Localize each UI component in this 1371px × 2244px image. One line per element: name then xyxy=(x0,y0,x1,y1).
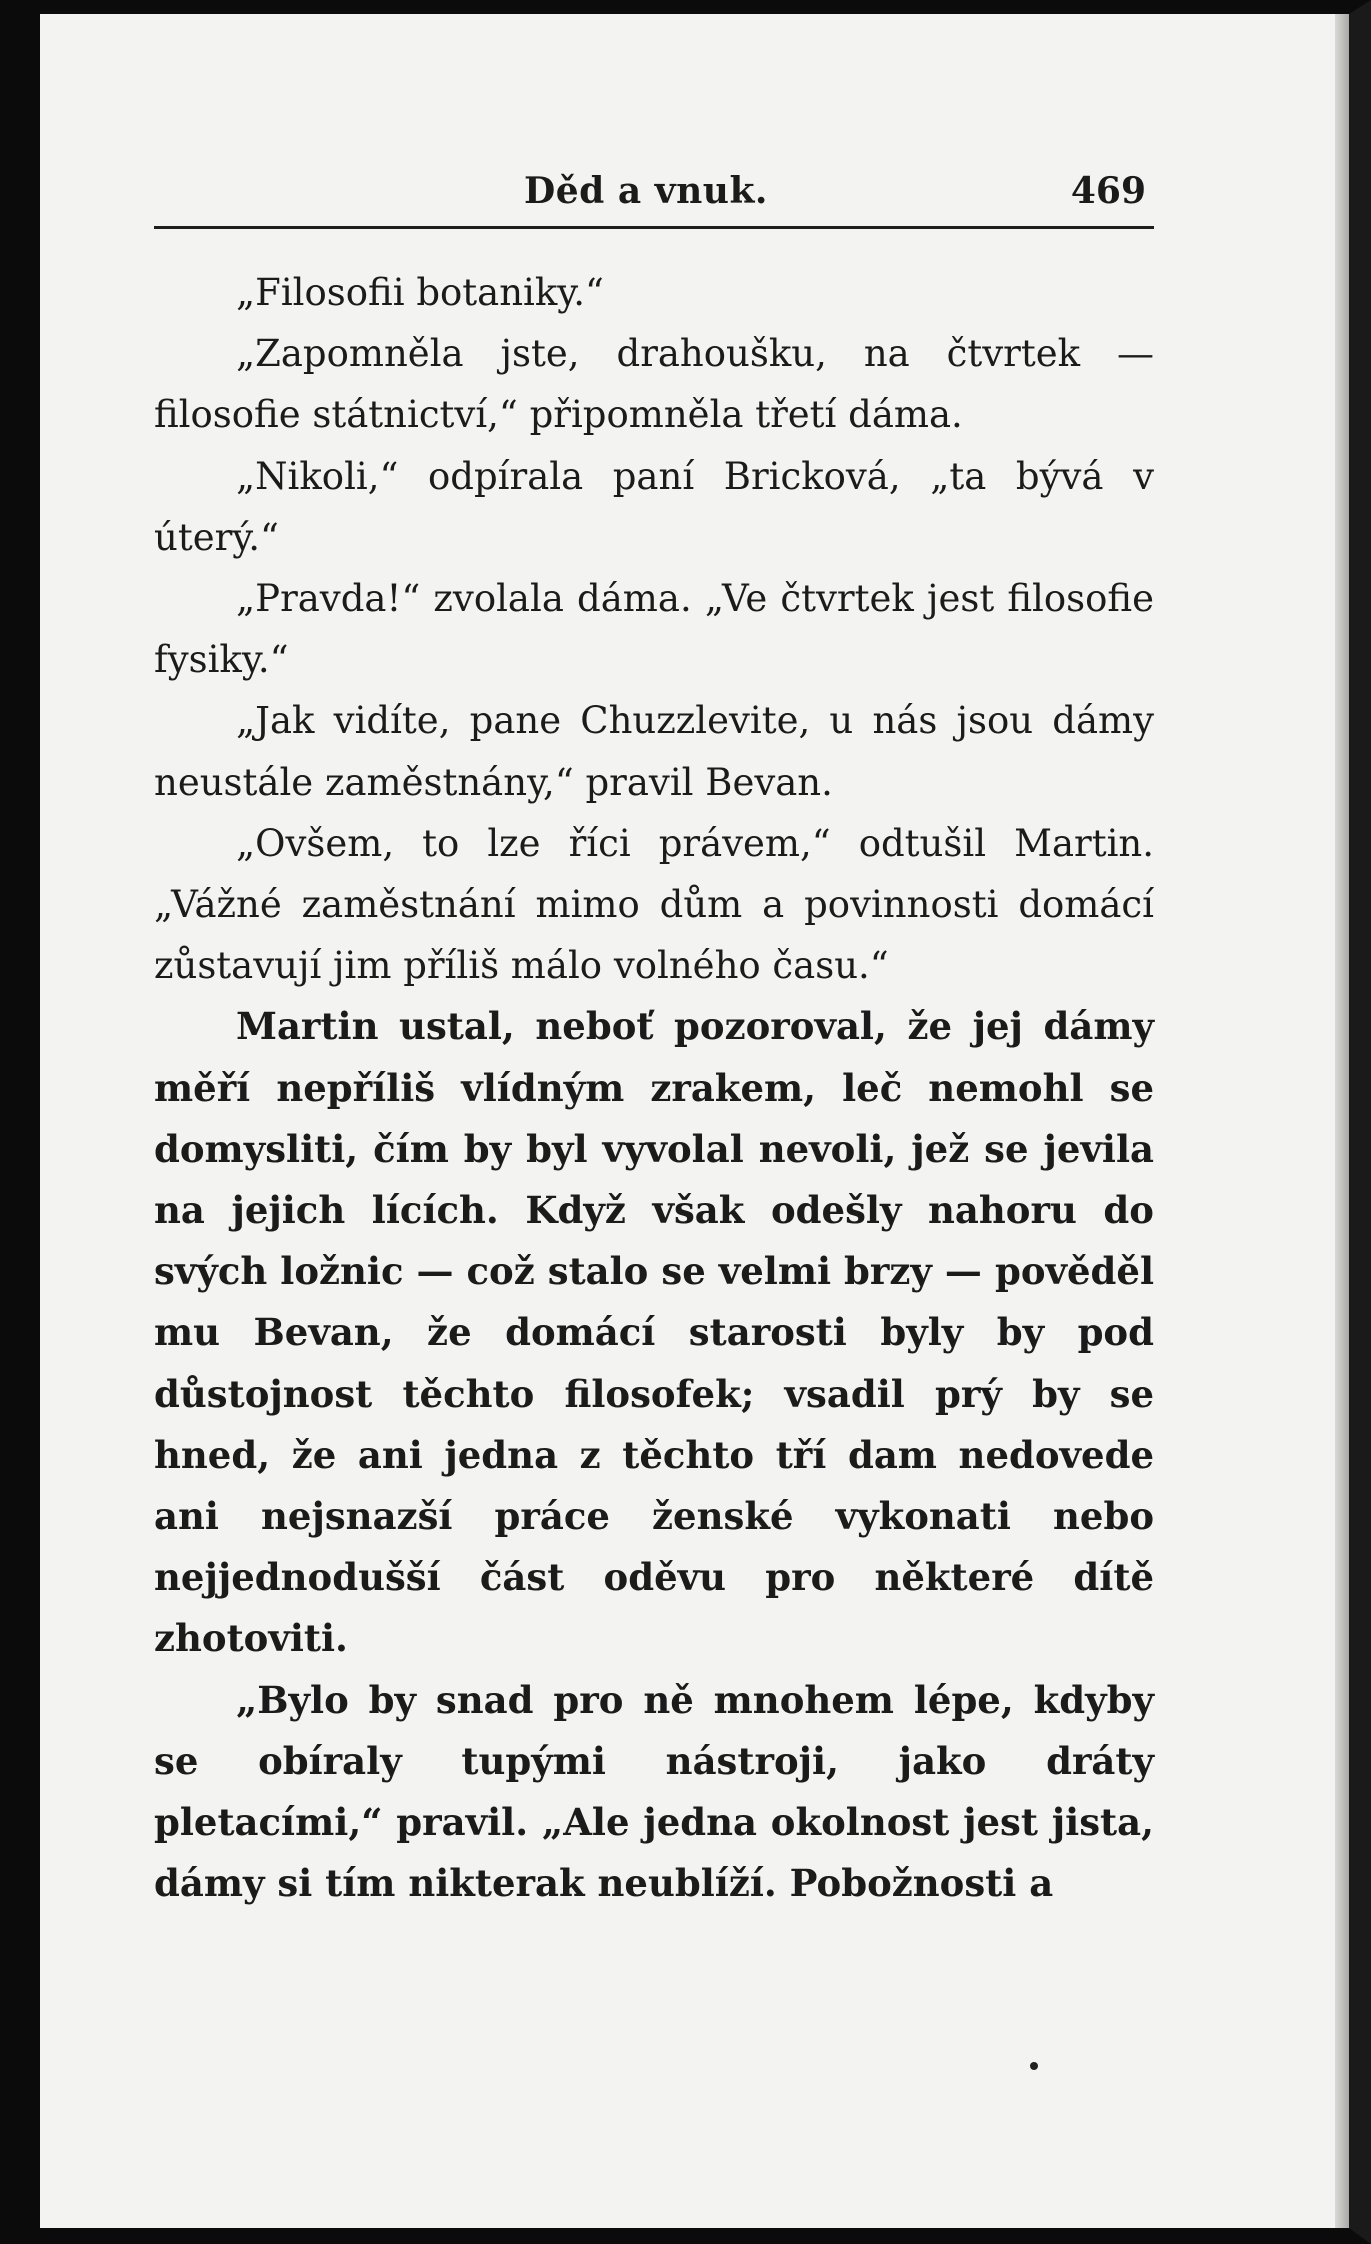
running-title: Děd a vnuk. xyxy=(524,170,768,212)
paragraph: „Filosofii botaniky.“ xyxy=(236,271,604,314)
page-header xyxy=(154,160,1154,220)
page-edge xyxy=(1335,14,1349,2228)
paragraph: „Zapomněla jste, drahoušku, na čtvrtek — filosofie státnictví,“ připomněla třetí dáma. xyxy=(154,332,1154,437)
header-rule xyxy=(154,226,1154,229)
paragraph: „Pravda!“ zvolala dáma. „Ve čtvrtek jest filosofie fysiky.“ xyxy=(154,577,1154,682)
page-number: 469 xyxy=(1070,170,1146,212)
paragraph: „Nikoli,“ odpírala paní Bricková, „ta bývá v úterý.“ xyxy=(154,454,1154,559)
ink-speck xyxy=(1030,2062,1038,2070)
paragraph: Martin ustal, neboť pozoroval, že jej dámy měří nepříliš vlídným zrakem, leč nemohl se domysliti, čím by byl vyvolal nevoli, jež se jevila na jejich lících. Když však odešly nahoru do svých ložnic — což stalo se velmi brzy — pověděl mu Bevan, že domácí starosti byly by pod důstojnost těchto filosofek; vsadil prý by se hned, že ani jedna z těchto tří dam nedovede ani nejsnazší práce ženské vykonati nebo nejjednodušší část oděvu pro některé dítě zhotoviti. xyxy=(154,1004,1154,1661)
paragraph: „Ovšem, to lze říci právem,“ odtušil Martin. „Vážné zaměstnání mimo dům a povinnosti domácí zůstavují jim příliš málo volného času.“ xyxy=(154,821,1154,988)
paragraph: „Bylo by snad pro ně mnohem lépe, kdyby se obíraly tupými nástroji, jako dráty pletacími,“ pravil. „Ale jedna okolnost jest jista, dámy si tím nikterak neublíží. Pobožnosti a xyxy=(154,1677,1154,1906)
paragraph: „Jak vidíte, pane Chuzzlevite, u nás jsou dámy neustále zaměstnány,“ pravil Bevan. xyxy=(154,699,1154,804)
body-text xyxy=(154,262,1154,1914)
